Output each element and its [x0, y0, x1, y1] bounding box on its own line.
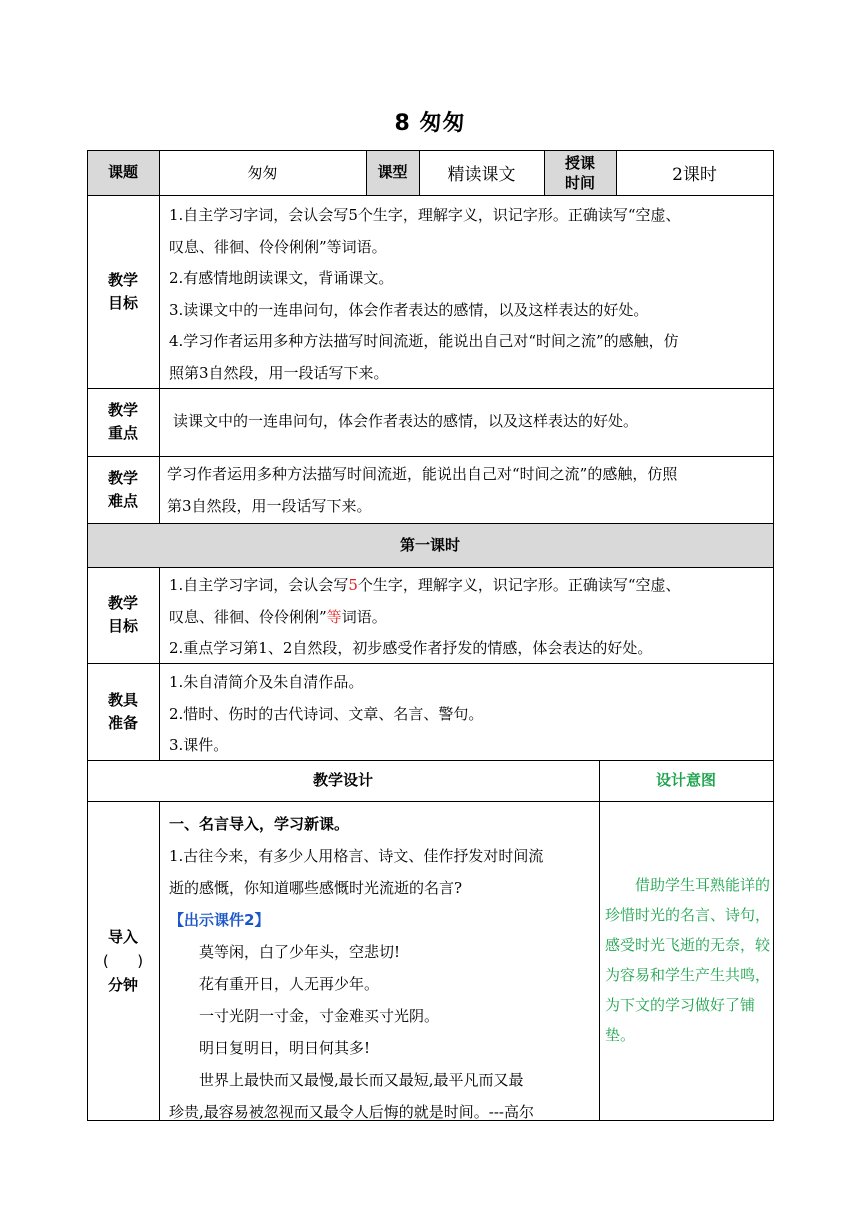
prep-line: 3.课件。 [169, 736, 229, 754]
row-divider [87, 801, 774, 802]
lesson1-title: 第一课时 [87, 523, 773, 567]
objectives-label-line2: 目标 [107, 293, 138, 312]
col-divider [159, 801, 160, 1121]
design-intent-text: 借助学生耳熟能详的珍惜时光的名言、诗句，感受时光飞逝的无奈，较为容易和学生产生共鸣，为下文的学习做好了铺垫。 [605, 876, 771, 1044]
col-divider [544, 150, 545, 195]
row-divider [87, 567, 774, 568]
lesson1-objectives-label-line1: 教学 [107, 594, 138, 612]
question-line: 逝的感慨，你知道哪些感慨时光流逝的名言? [169, 879, 463, 897]
type-label: 课型 [366, 150, 419, 195]
lesson1-objective-line2-red: 等 [326, 607, 342, 626]
courseware-tag: 【出示课件2】 [169, 911, 270, 929]
lesson1-objective-line: 2.重点学习第1、2自然段，初步感受作者抒发的情感，体会表达的好处。 [169, 639, 653, 657]
time-value: 2课时 [672, 165, 717, 185]
row-divider [87, 388, 774, 389]
lesson1-objective-line2-b: 词语。 [341, 607, 387, 626]
table-border [87, 150, 774, 1121]
row-divider [87, 456, 774, 457]
difficulty-line: 学习作者运用多种方法描写时间流逝，能说出自己对“时间之流”的感触，仿照 [167, 465, 678, 483]
lesson1-objective-line1-b: 个生字，理解字义，识记字形。正确读写“空虚、 [357, 576, 681, 594]
section-title: 一、名言导入，学习新课。 [169, 815, 350, 833]
col-divider [419, 150, 420, 195]
prep-line: 2.惜时、伤时的古代诗词、文章、名言、警句。 [169, 704, 484, 723]
quote-line: 一寸光阴一寸金，寸金难买寸光阴。 [199, 1007, 440, 1025]
lesson1-objectives-label-line2: 目标 [107, 617, 138, 635]
intro-label-line1: 导入 [107, 927, 138, 946]
objectives-label-line1: 教学 [107, 270, 138, 289]
quote-line: 莫等闲，白了少年头，空悲切! [199, 943, 401, 961]
objective-line: 3.读课文中的一连串问句，体会作者表达的感情，以及这样表达的好处。 [169, 300, 649, 319]
type-value: 精读课文 [447, 165, 516, 185]
objective-line: 4.学习作者运用多种方法描写时间流逝，能说出自己对“时间之流”的感触，仿 [169, 332, 679, 350]
quote-line: 珍贵,最容易被忽视而又最令人后悔的就是时间。---高尔 [169, 1103, 534, 1121]
col-divider [159, 567, 160, 760]
question-line: 1.古往今来，有多少人用格言、诗文、佳作抒发对时间流 [169, 847, 544, 865]
prep-line: 1.朱自清简介及朱自清作品。 [169, 673, 364, 691]
col-divider [366, 150, 367, 195]
row-divider [87, 523, 774, 524]
time-label-line2: 时间 [564, 173, 595, 192]
intro-label-line3: 分钟 [107, 975, 138, 994]
intent-header: 设计意图 [655, 771, 716, 789]
key-points-label-line1: 教学 [107, 401, 138, 419]
prep-label-line2: 准备 [107, 713, 138, 732]
page-title: 8 匆匆 [394, 111, 466, 136]
quote-line: 花有重开日，人无再少年。 [199, 975, 380, 993]
key-points-label-line2: 重点 [107, 424, 138, 442]
lesson1-objective-line1-red: 5 [348, 576, 358, 594]
col-divider [616, 150, 617, 195]
row-divider [87, 663, 774, 664]
difficulties-label-line2: 难点 [107, 491, 138, 510]
col-divider [159, 150, 160, 523]
row-divider [87, 760, 774, 761]
design-header: 教学设计 [312, 771, 373, 789]
time-label-line1: 授课 [564, 153, 595, 172]
prep-label-line1: 教具 [107, 690, 138, 709]
objective-line: 照第3自然段，用一段话写下来。 [169, 363, 389, 382]
difficulties-label-line1: 教学 [107, 468, 138, 487]
course-label: 课题 [87, 150, 159, 195]
row-divider [87, 195, 774, 196]
course-value: 匆匆 [247, 164, 278, 182]
quote-line: 明日复明日，明日何其多! [199, 1039, 371, 1057]
col-divider [599, 760, 600, 1121]
intro-label-line2: ( ) [102, 951, 144, 970]
objective-line: 1.自主学习字词，会认会写5个生字，理解字义，识记字形。正确读写“空虚、 [169, 206, 681, 224]
objective-line: 2.有感情地朗读课文，背诵课文。 [169, 269, 394, 287]
lesson1-objective-line2-a: 叹息、徘徊、伶伶俐俐” [169, 607, 327, 626]
quote-line: 世界上最快而又最慢,最长而又最短,最平凡而又最 [199, 1071, 524, 1089]
key-points-text: 读课文中的一连串问句，体会作者表达的感情，以及这样表达的好处。 [173, 412, 639, 431]
lesson1-objective-line1-a: 1.自主学习字词，会认会写 [169, 576, 349, 594]
difficulty-line: 第3自然段，用一段话写下来。 [167, 496, 372, 515]
objective-line: 叹息、徘徊、伶伶俐俐”等词语。 [169, 237, 387, 256]
